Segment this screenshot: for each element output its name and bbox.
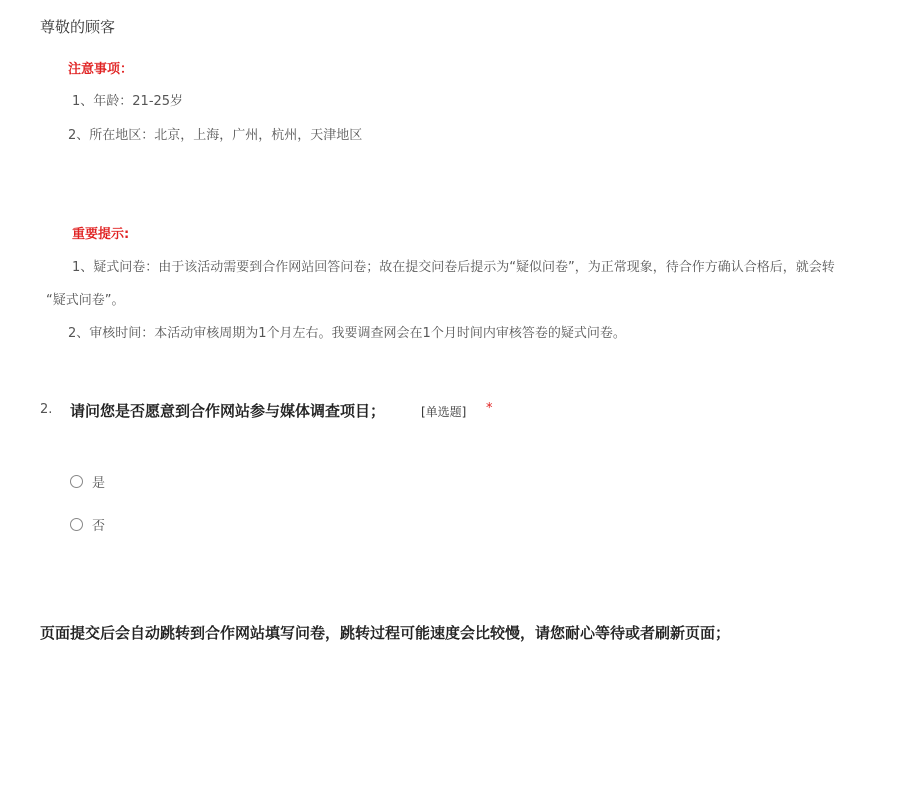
option-yes-label[interactable]: 是 (92, 476, 106, 491)
important-title: 重要提示: (72, 227, 130, 242)
question-number: 2. (40, 402, 53, 417)
radio-button-yes[interactable] (70, 475, 83, 488)
important-item-questionnaire: 1、疑式问卷：由于该活动需要到合作网站回答问卷；故在提交问卷后提示为“疑似问卷”，为正常现象，待合作方确认合格后，就会转 (72, 260, 835, 275)
notice-item-region: 2、所在地区：北京，上海，广州，杭州，天津地区 (68, 128, 363, 143)
option-no-label[interactable]: 否 (92, 519, 106, 534)
important-item-questionnaire-continued: “疑式问卷”。 (46, 293, 125, 308)
notice-item-age: 1、年龄：21-25岁 (72, 94, 184, 109)
notice-title: 注意事项： (68, 62, 134, 77)
important-item-review-time: 2、审核时间：本活动审核周期为1个月左右。我要调查网会在1个月时间内审核答卷的疑式问卷。 (68, 326, 626, 341)
question-title: 请问您是否愿意到合作网站参与媒体调查项目； (70, 402, 386, 420)
redirect-notice: 页面提交后会自动跳转到合作网站填写问卷，跳转过程可能速度会比较慢，请您耐心等待或者刷新页面； (40, 624, 731, 642)
option-no[interactable] (70, 515, 105, 534)
greeting-text: 尊敬的顾客 (40, 18, 116, 36)
required-marker: * (486, 401, 493, 416)
question-type-badge: [单选题] (421, 405, 467, 419)
radio-button-no[interactable] (70, 518, 83, 531)
option-yes[interactable] (70, 472, 105, 491)
